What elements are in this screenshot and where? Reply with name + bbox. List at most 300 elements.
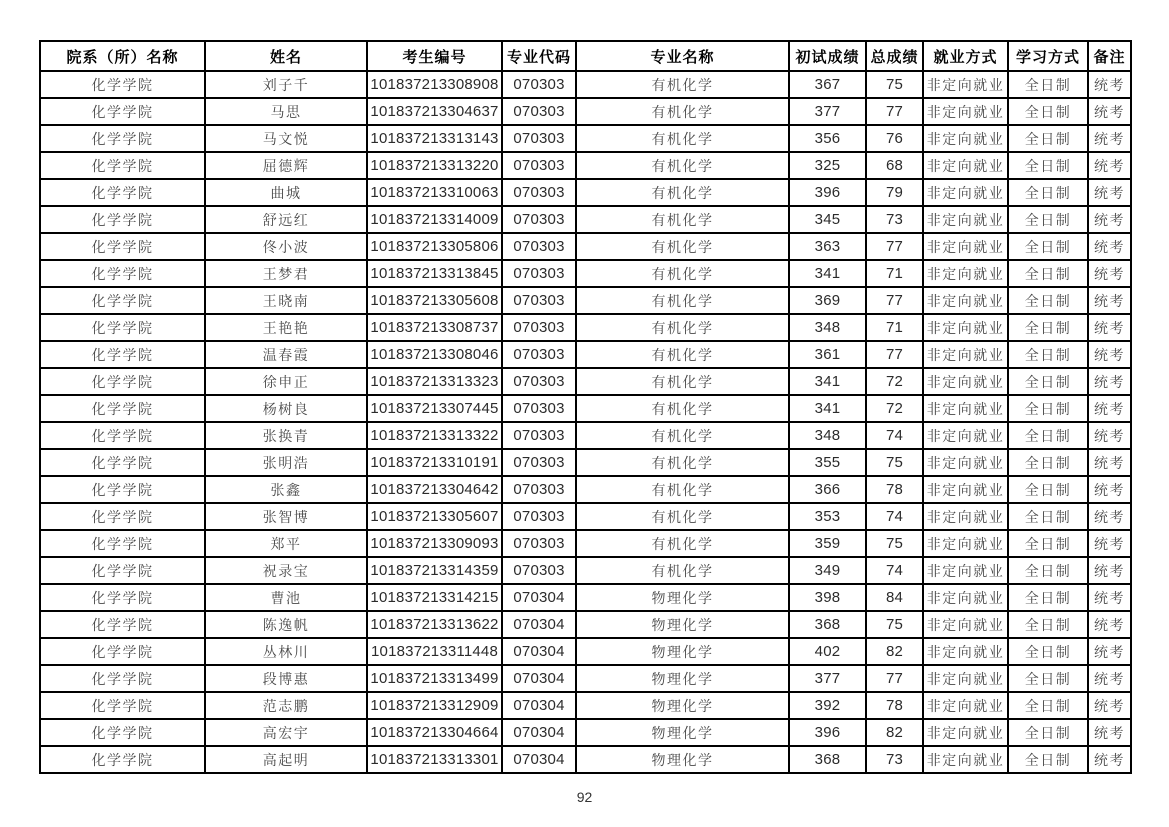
cell-employment: 非定向就业 <box>923 395 1008 422</box>
cell-name: 段博惠 <box>205 665 367 692</box>
cell-candidate-id: 101837213305607 <box>367 503 502 530</box>
cell-score-initial: 368 <box>789 611 866 638</box>
cell-dept: 化学学院 <box>40 449 205 476</box>
cell-dept: 化学学院 <box>40 530 205 557</box>
cell-score-total: 77 <box>866 341 923 368</box>
cell-employment: 非定向就业 <box>923 152 1008 179</box>
cell-name: 张明浩 <box>205 449 367 476</box>
cell-dept: 化学学院 <box>40 368 205 395</box>
cell-major-code: 070304 <box>502 692 576 719</box>
cell-study-mode: 全日制 <box>1008 557 1088 584</box>
column-header-major-code: 专业代码 <box>502 41 576 71</box>
cell-score-total: 73 <box>866 746 923 773</box>
cell-study-mode: 全日制 <box>1008 179 1088 206</box>
table-row <box>40 449 1131 476</box>
cell-study-mode: 全日制 <box>1008 476 1088 503</box>
cell-score-initial: 402 <box>789 638 866 665</box>
cell-employment: 非定向就业 <box>923 638 1008 665</box>
cell-major-name: 有机化学 <box>576 314 789 341</box>
cell-score-initial: 398 <box>789 584 866 611</box>
column-header-study-mode: 学习方式 <box>1008 41 1088 71</box>
cell-candidate-id: 101837213308046 <box>367 341 502 368</box>
cell-study-mode: 全日制 <box>1008 449 1088 476</box>
cell-major-code: 070303 <box>502 152 576 179</box>
cell-score-total: 72 <box>866 368 923 395</box>
cell-candidate-id: 101837213313143 <box>367 125 502 152</box>
cell-name: 丛林川 <box>205 638 367 665</box>
cell-employment: 非定向就业 <box>923 746 1008 773</box>
column-header-candidate-id: 考生编号 <box>367 41 502 71</box>
cell-candidate-id: 101837213311448 <box>367 638 502 665</box>
cell-score-total: 75 <box>866 449 923 476</box>
cell-major-code: 070303 <box>502 476 576 503</box>
cell-study-mode: 全日制 <box>1008 71 1088 98</box>
cell-employment: 非定向就业 <box>923 179 1008 206</box>
cell-note: 统考 <box>1088 422 1131 449</box>
cell-name: 张换青 <box>205 422 367 449</box>
cell-major-code: 070304 <box>502 611 576 638</box>
cell-name: 王艳艳 <box>205 314 367 341</box>
cell-study-mode: 全日制 <box>1008 368 1088 395</box>
cell-major-name: 物理化学 <box>576 746 789 773</box>
cell-note: 统考 <box>1088 395 1131 422</box>
cell-dept: 化学学院 <box>40 503 205 530</box>
cell-score-initial: 348 <box>789 314 866 341</box>
table-row <box>40 71 1131 98</box>
cell-major-code: 070303 <box>502 233 576 260</box>
cell-score-initial: 348 <box>789 422 866 449</box>
cell-major-code: 070304 <box>502 719 576 746</box>
cell-note: 统考 <box>1088 71 1131 98</box>
cell-major-name: 有机化学 <box>576 98 789 125</box>
cell-score-total: 77 <box>866 287 923 314</box>
cell-study-mode: 全日制 <box>1008 233 1088 260</box>
cell-candidate-id: 101837213313845 <box>367 260 502 287</box>
cell-candidate-id: 101837213305608 <box>367 287 502 314</box>
table-row <box>40 746 1131 773</box>
cell-major-name: 有机化学 <box>576 530 789 557</box>
cell-major-name: 有机化学 <box>576 152 789 179</box>
cell-dept: 化学学院 <box>40 476 205 503</box>
table-row <box>40 503 1131 530</box>
cell-employment: 非定向就业 <box>923 314 1008 341</box>
cell-score-total: 82 <box>866 719 923 746</box>
cell-score-total: 71 <box>866 260 923 287</box>
cell-score-initial: 396 <box>789 719 866 746</box>
cell-study-mode: 全日制 <box>1008 665 1088 692</box>
column-header-score-initial: 初试成绩 <box>789 41 866 71</box>
cell-score-initial: 366 <box>789 476 866 503</box>
cell-study-mode: 全日制 <box>1008 98 1088 125</box>
cell-name: 刘子千 <box>205 71 367 98</box>
cell-major-name: 物理化学 <box>576 665 789 692</box>
cell-employment: 非定向就业 <box>923 665 1008 692</box>
cell-employment: 非定向就业 <box>923 368 1008 395</box>
table-row <box>40 719 1131 746</box>
column-header-employment: 就业方式 <box>923 41 1008 71</box>
cell-employment: 非定向就业 <box>923 503 1008 530</box>
cell-dept: 化学学院 <box>40 71 205 98</box>
cell-candidate-id: 101837213304637 <box>367 98 502 125</box>
cell-major-code: 070303 <box>502 503 576 530</box>
table-row <box>40 530 1131 557</box>
cell-study-mode: 全日制 <box>1008 503 1088 530</box>
cell-employment: 非定向就业 <box>923 260 1008 287</box>
cell-note: 统考 <box>1088 233 1131 260</box>
cell-note: 统考 <box>1088 611 1131 638</box>
cell-major-code: 070303 <box>502 368 576 395</box>
cell-major-code: 070304 <box>502 665 576 692</box>
cell-candidate-id: 101837213307445 <box>367 395 502 422</box>
cell-employment: 非定向就业 <box>923 584 1008 611</box>
cell-study-mode: 全日制 <box>1008 341 1088 368</box>
table-row <box>40 368 1131 395</box>
table-header <box>40 41 1131 71</box>
cell-name: 杨树良 <box>205 395 367 422</box>
cell-candidate-id: 101837213313323 <box>367 368 502 395</box>
cell-dept: 化学学院 <box>40 233 205 260</box>
cell-note: 统考 <box>1088 368 1131 395</box>
cell-employment: 非定向就业 <box>923 98 1008 125</box>
cell-dept: 化学学院 <box>40 584 205 611</box>
cell-employment: 非定向就业 <box>923 611 1008 638</box>
cell-score-initial: 355 <box>789 449 866 476</box>
cell-candidate-id: 101837213313322 <box>367 422 502 449</box>
cell-name: 曲城 <box>205 179 367 206</box>
cell-name: 马文悦 <box>205 125 367 152</box>
cell-candidate-id: 101837213314009 <box>367 206 502 233</box>
cell-score-total: 72 <box>866 395 923 422</box>
table-row <box>40 125 1131 152</box>
table-row <box>40 584 1131 611</box>
cell-major-code: 070304 <box>502 638 576 665</box>
cell-major-code: 070303 <box>502 449 576 476</box>
cell-major-code: 070303 <box>502 125 576 152</box>
cell-major-code: 070303 <box>502 422 576 449</box>
cell-dept: 化学学院 <box>40 557 205 584</box>
cell-name: 徐申正 <box>205 368 367 395</box>
cell-name: 张智博 <box>205 503 367 530</box>
cell-major-code: 070304 <box>502 746 576 773</box>
cell-score-initial: 392 <box>789 692 866 719</box>
cell-study-mode: 全日制 <box>1008 584 1088 611</box>
cell-dept: 化学学院 <box>40 395 205 422</box>
cell-candidate-id: 101837213310191 <box>367 449 502 476</box>
cell-major-name: 有机化学 <box>576 341 789 368</box>
cell-name: 王晓南 <box>205 287 367 314</box>
cell-major-code: 070303 <box>502 260 576 287</box>
cell-score-total: 71 <box>866 314 923 341</box>
cell-major-name: 有机化学 <box>576 260 789 287</box>
column-header-score-total: 总成绩 <box>866 41 923 71</box>
cell-note: 统考 <box>1088 287 1131 314</box>
cell-score-total: 74 <box>866 557 923 584</box>
cell-study-mode: 全日制 <box>1008 125 1088 152</box>
cell-study-mode: 全日制 <box>1008 287 1088 314</box>
page-number: 92 <box>576 789 593 805</box>
cell-major-name: 有机化学 <box>576 422 789 449</box>
cell-score-total: 75 <box>866 530 923 557</box>
cell-score-total: 74 <box>866 422 923 449</box>
cell-major-name: 物理化学 <box>576 638 789 665</box>
cell-dept: 化学学院 <box>40 719 205 746</box>
cell-name: 马思 <box>205 98 367 125</box>
cell-note: 统考 <box>1088 341 1131 368</box>
cell-score-initial: 377 <box>789 665 866 692</box>
cell-score-initial: 363 <box>789 233 866 260</box>
column-header-dept: 院系（所）名称 <box>40 41 205 71</box>
cell-study-mode: 全日制 <box>1008 422 1088 449</box>
cell-score-initial: 359 <box>789 530 866 557</box>
cell-major-code: 070303 <box>502 341 576 368</box>
cell-name: 曹池 <box>205 584 367 611</box>
cell-candidate-id: 101837213313622 <box>367 611 502 638</box>
cell-dept: 化学学院 <box>40 125 205 152</box>
cell-study-mode: 全日制 <box>1008 530 1088 557</box>
cell-employment: 非定向就业 <box>923 476 1008 503</box>
cell-study-mode: 全日制 <box>1008 746 1088 773</box>
table-row <box>40 692 1131 719</box>
cell-name: 高宏宇 <box>205 719 367 746</box>
cell-name: 张鑫 <box>205 476 367 503</box>
table-row <box>40 260 1131 287</box>
cell-dept: 化学学院 <box>40 422 205 449</box>
cell-study-mode: 全日制 <box>1008 638 1088 665</box>
cell-dept: 化学学院 <box>40 152 205 179</box>
table-row <box>40 287 1131 314</box>
cell-score-initial: 396 <box>789 179 866 206</box>
column-header-note: 备注 <box>1088 41 1131 71</box>
cell-score-total: 73 <box>866 206 923 233</box>
cell-major-code: 070304 <box>502 584 576 611</box>
cell-note: 统考 <box>1088 638 1131 665</box>
cell-major-code: 070303 <box>502 287 576 314</box>
cell-score-initial: 367 <box>789 71 866 98</box>
cell-major-name: 有机化学 <box>576 179 789 206</box>
table-row <box>40 422 1131 449</box>
cell-note: 统考 <box>1088 125 1131 152</box>
cell-dept: 化学学院 <box>40 260 205 287</box>
cell-note: 统考 <box>1088 584 1131 611</box>
cell-score-initial: 341 <box>789 368 866 395</box>
cell-score-total: 76 <box>866 125 923 152</box>
cell-name: 祝录宝 <box>205 557 367 584</box>
cell-major-name: 有机化学 <box>576 71 789 98</box>
cell-name: 高起明 <box>205 746 367 773</box>
cell-dept: 化学学院 <box>40 287 205 314</box>
cell-major-name: 有机化学 <box>576 476 789 503</box>
cell-score-total: 78 <box>866 692 923 719</box>
cell-score-initial: 345 <box>789 206 866 233</box>
cell-employment: 非定向就业 <box>923 341 1008 368</box>
cell-dept: 化学学院 <box>40 746 205 773</box>
cell-dept: 化学学院 <box>40 98 205 125</box>
cell-major-name: 有机化学 <box>576 368 789 395</box>
cell-candidate-id: 101837213308908 <box>367 71 502 98</box>
cell-employment: 非定向就业 <box>923 71 1008 98</box>
cell-major-name: 物理化学 <box>576 719 789 746</box>
cell-note: 统考 <box>1088 260 1131 287</box>
admissions-table <box>39 40 1132 774</box>
cell-candidate-id: 101837213313301 <box>367 746 502 773</box>
cell-study-mode: 全日制 <box>1008 395 1088 422</box>
cell-name: 佟小波 <box>205 233 367 260</box>
cell-name: 王梦君 <box>205 260 367 287</box>
cell-candidate-id: 101837213314215 <box>367 584 502 611</box>
cell-major-name: 有机化学 <box>576 206 789 233</box>
table-row <box>40 206 1131 233</box>
cell-score-initial: 361 <box>789 341 866 368</box>
cell-name: 屈德辉 <box>205 152 367 179</box>
cell-score-total: 77 <box>866 233 923 260</box>
cell-major-name: 物理化学 <box>576 584 789 611</box>
cell-name: 郑平 <box>205 530 367 557</box>
cell-score-total: 77 <box>866 98 923 125</box>
cell-score-initial: 353 <box>789 503 866 530</box>
cell-score-initial: 377 <box>789 98 866 125</box>
cell-note: 统考 <box>1088 665 1131 692</box>
table-row <box>40 152 1131 179</box>
cell-dept: 化学学院 <box>40 638 205 665</box>
cell-name: 舒远红 <box>205 206 367 233</box>
cell-candidate-id: 101837213309093 <box>367 530 502 557</box>
cell-note: 统考 <box>1088 557 1131 584</box>
table-row <box>40 233 1131 260</box>
cell-note: 统考 <box>1088 206 1131 233</box>
cell-note: 统考 <box>1088 98 1131 125</box>
cell-major-name: 有机化学 <box>576 449 789 476</box>
cell-score-total: 82 <box>866 638 923 665</box>
cell-name: 陈逸帆 <box>205 611 367 638</box>
cell-employment: 非定向就业 <box>923 557 1008 584</box>
cell-candidate-id: 101837213313499 <box>367 665 502 692</box>
cell-candidate-id: 101837213312909 <box>367 692 502 719</box>
cell-note: 统考 <box>1088 692 1131 719</box>
cell-employment: 非定向就业 <box>923 287 1008 314</box>
table-row <box>40 98 1131 125</box>
cell-score-initial: 341 <box>789 395 866 422</box>
column-header-name: 姓名 <box>205 41 367 71</box>
cell-major-name: 有机化学 <box>576 233 789 260</box>
table-row <box>40 665 1131 692</box>
cell-study-mode: 全日制 <box>1008 314 1088 341</box>
cell-candidate-id: 101837213308737 <box>367 314 502 341</box>
cell-major-name: 有机化学 <box>576 557 789 584</box>
cell-major-code: 070303 <box>502 179 576 206</box>
cell-dept: 化学学院 <box>40 206 205 233</box>
cell-major-code: 070303 <box>502 206 576 233</box>
table-row <box>40 179 1131 206</box>
cell-note: 统考 <box>1088 719 1131 746</box>
table-row <box>40 476 1131 503</box>
cell-major-name: 有机化学 <box>576 503 789 530</box>
cell-employment: 非定向就业 <box>923 449 1008 476</box>
table-row <box>40 395 1131 422</box>
cell-employment: 非定向就业 <box>923 206 1008 233</box>
cell-dept: 化学学院 <box>40 692 205 719</box>
cell-score-total: 75 <box>866 71 923 98</box>
cell-employment: 非定向就业 <box>923 530 1008 557</box>
table-row <box>40 638 1131 665</box>
cell-score-total: 78 <box>866 476 923 503</box>
table-body <box>40 71 1131 773</box>
cell-score-total: 79 <box>866 179 923 206</box>
cell-score-total: 77 <box>866 665 923 692</box>
table-row <box>40 314 1131 341</box>
cell-employment: 非定向就业 <box>923 233 1008 260</box>
cell-score-total: 68 <box>866 152 923 179</box>
cell-score-total: 75 <box>866 611 923 638</box>
cell-major-name: 有机化学 <box>576 287 789 314</box>
cell-major-code: 070303 <box>502 395 576 422</box>
cell-study-mode: 全日制 <box>1008 206 1088 233</box>
cell-major-name: 有机化学 <box>576 125 789 152</box>
table-row <box>40 611 1131 638</box>
cell-major-code: 070303 <box>502 557 576 584</box>
cell-note: 统考 <box>1088 530 1131 557</box>
cell-candidate-id: 101837213304664 <box>367 719 502 746</box>
cell-note: 统考 <box>1088 179 1131 206</box>
cell-major-name: 物理化学 <box>576 692 789 719</box>
cell-major-code: 070303 <box>502 314 576 341</box>
cell-note: 统考 <box>1088 503 1131 530</box>
cell-major-name: 物理化学 <box>576 611 789 638</box>
cell-score-initial: 341 <box>789 260 866 287</box>
cell-study-mode: 全日制 <box>1008 719 1088 746</box>
cell-dept: 化学学院 <box>40 665 205 692</box>
cell-employment: 非定向就业 <box>923 719 1008 746</box>
header-row <box>40 41 1131 71</box>
cell-dept: 化学学院 <box>40 179 205 206</box>
cell-score-initial: 349 <box>789 557 866 584</box>
cell-study-mode: 全日制 <box>1008 611 1088 638</box>
cell-candidate-id: 101837213314359 <box>367 557 502 584</box>
cell-name: 温春霞 <box>205 341 367 368</box>
cell-major-code: 070303 <box>502 530 576 557</box>
cell-note: 统考 <box>1088 476 1131 503</box>
cell-candidate-id: 101837213313220 <box>367 152 502 179</box>
table-row <box>40 557 1131 584</box>
cell-major-name: 有机化学 <box>576 395 789 422</box>
cell-score-total: 74 <box>866 503 923 530</box>
cell-employment: 非定向就业 <box>923 422 1008 449</box>
cell-employment: 非定向就业 <box>923 125 1008 152</box>
cell-note: 统考 <box>1088 449 1131 476</box>
column-header-major-name: 专业名称 <box>576 41 789 71</box>
cell-study-mode: 全日制 <box>1008 692 1088 719</box>
cell-candidate-id: 101837213304642 <box>367 476 502 503</box>
cell-score-initial: 368 <box>789 746 866 773</box>
cell-dept: 化学学院 <box>40 611 205 638</box>
cell-score-initial: 356 <box>789 125 866 152</box>
table-row <box>40 341 1131 368</box>
cell-candidate-id: 101837213310063 <box>367 179 502 206</box>
cell-study-mode: 全日制 <box>1008 152 1088 179</box>
cell-note: 统考 <box>1088 152 1131 179</box>
cell-dept: 化学学院 <box>40 341 205 368</box>
cell-note: 统考 <box>1088 746 1131 773</box>
cell-score-total: 84 <box>866 584 923 611</box>
cell-score-initial: 325 <box>789 152 866 179</box>
cell-candidate-id: 101837213305806 <box>367 233 502 260</box>
cell-major-code: 070303 <box>502 71 576 98</box>
cell-employment: 非定向就业 <box>923 692 1008 719</box>
cell-major-code: 070303 <box>502 98 576 125</box>
cell-dept: 化学学院 <box>40 314 205 341</box>
cell-study-mode: 全日制 <box>1008 260 1088 287</box>
cell-name: 范志鹏 <box>205 692 367 719</box>
cell-score-initial: 369 <box>789 287 866 314</box>
